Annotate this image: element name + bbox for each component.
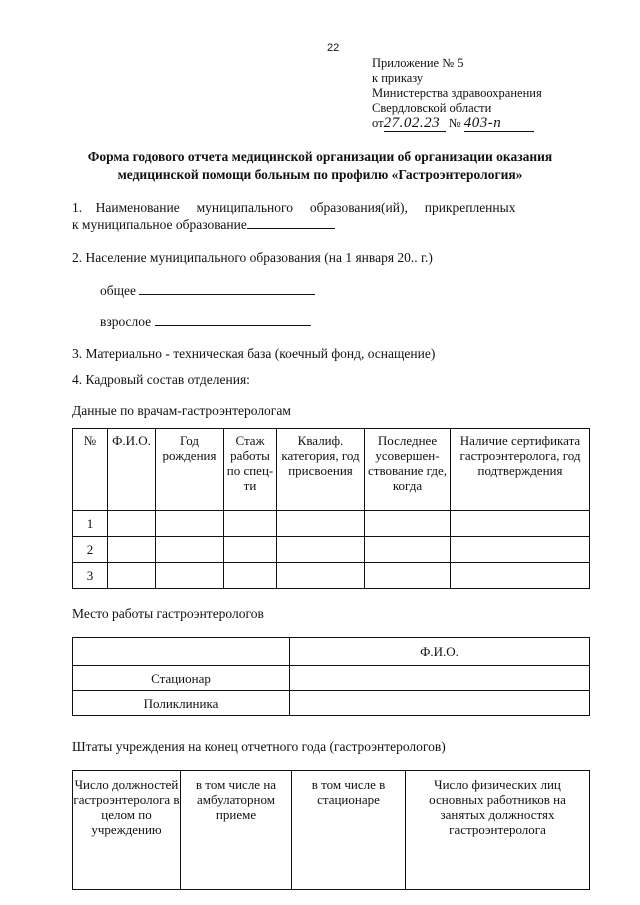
- table-cell: [224, 563, 277, 589]
- workplace-caption: Место работы гастроэнтерологов: [72, 606, 264, 621]
- col-category: Квалиф. категория, год присвоения: [277, 429, 365, 511]
- doctors-caption: Данные по врачам-гастроэнтерологам: [72, 403, 291, 418]
- table-cell: [108, 511, 156, 537]
- staffing-caption: Штаты учреждения на конец отчетного года (гастроэнтерологов): [72, 739, 446, 754]
- table-cell: [277, 563, 365, 589]
- row-number: 3: [73, 563, 108, 589]
- section1-line1: 1. Наименование муниципального образования(ий), прикрепленных: [72, 200, 516, 215]
- table-row: [73, 666, 590, 691]
- table-row: [73, 691, 590, 716]
- row-number: 2: [73, 537, 108, 563]
- appendix-ministry: Министерства здравоохранения: [372, 86, 542, 100]
- section4-text: 4. Кадровый состав отделения:: [72, 372, 250, 387]
- table-row: [73, 563, 590, 589]
- adult-label: взрослое: [100, 314, 152, 329]
- blank-line: [139, 294, 315, 295]
- table-cell: [156, 563, 224, 589]
- number-label: №: [448, 116, 461, 130]
- table-cell: [365, 563, 451, 589]
- appendix-order: к приказу: [372, 71, 424, 85]
- col-birth-year: Год рождения: [156, 429, 224, 511]
- row-number: 1: [73, 511, 108, 537]
- appendix-region: Свердловской области: [372, 101, 492, 115]
- table-cell: [277, 511, 365, 537]
- page-number: 22: [327, 42, 340, 54]
- table-cell: [108, 537, 156, 563]
- table-row: [73, 537, 590, 563]
- col-outpatient: в том числе на амбулаторном приеме: [181, 771, 292, 890]
- section2-text: 2. Население муниципального образования (на 1 января 20.. г.): [72, 250, 433, 265]
- appendix-block: [372, 56, 542, 132]
- table-cell: [451, 563, 590, 589]
- table-cell: [277, 537, 365, 563]
- section1-label: к муниципальное образование: [72, 217, 247, 232]
- appendix-title: Приложение № 5: [372, 56, 464, 70]
- table-row: [73, 511, 590, 537]
- handwritten-date: 27.02.23: [384, 116, 446, 132]
- doctors-table: [72, 428, 590, 589]
- total-label: общее: [100, 283, 136, 298]
- population-adult: [100, 314, 311, 330]
- row-label-clinic: Поликлиника: [73, 691, 290, 716]
- table-header-row: [73, 771, 590, 890]
- from-label: от: [372, 116, 384, 130]
- table-cell: [290, 691, 590, 716]
- row-label-hospital: Стационар: [73, 666, 290, 691]
- table-header-row: [73, 429, 590, 511]
- table-cell: [224, 537, 277, 563]
- workplace-table: [72, 637, 590, 716]
- section3-text: 3. Материально - техническая база (коечный фонд, оснащение): [72, 346, 436, 361]
- col-inpatient: в том числе в стационаре: [292, 771, 406, 890]
- col-certificate: Наличие сертификата гастроэнтеролога, год подтверждения: [451, 429, 590, 511]
- col-physical-persons: Число физических лиц основных работников на занятых должностях гастроэнтеролога: [406, 771, 590, 890]
- table-cell: [156, 537, 224, 563]
- table-cell: [290, 666, 590, 691]
- table-cell: [365, 511, 451, 537]
- col-fio: Ф.И.О.: [108, 429, 156, 511]
- table-cell: [73, 638, 290, 666]
- col-fio: Ф.И.О.: [290, 638, 590, 666]
- handwritten-number: 403-п: [464, 116, 534, 132]
- col-total-positions: Число должностей гастроэнтеролога в целом по учреждению: [73, 771, 181, 890]
- table-cell: [451, 537, 590, 563]
- population-total: [100, 283, 315, 299]
- table-header-row: [73, 638, 590, 666]
- blank-line: [155, 325, 311, 326]
- table-cell: [108, 563, 156, 589]
- table-cell: [156, 511, 224, 537]
- table-cell: [365, 537, 451, 563]
- table-cell: [224, 511, 277, 537]
- col-experience: Стаж работы по спец-ти: [224, 429, 277, 511]
- blank-line: [247, 228, 335, 229]
- form-title: Форма годового отчета медицинской организации об организации оказания медицинской помощи больным по профилю «Гастроэнтерология»: [87, 149, 553, 182]
- col-number: №: [73, 429, 108, 511]
- staffing-table: [72, 770, 590, 890]
- col-training: Последнее усовершен-ствование где, когда: [365, 429, 451, 511]
- section1-line2: [72, 217, 335, 233]
- appendix-date-line: [372, 116, 542, 132]
- table-cell: [451, 511, 590, 537]
